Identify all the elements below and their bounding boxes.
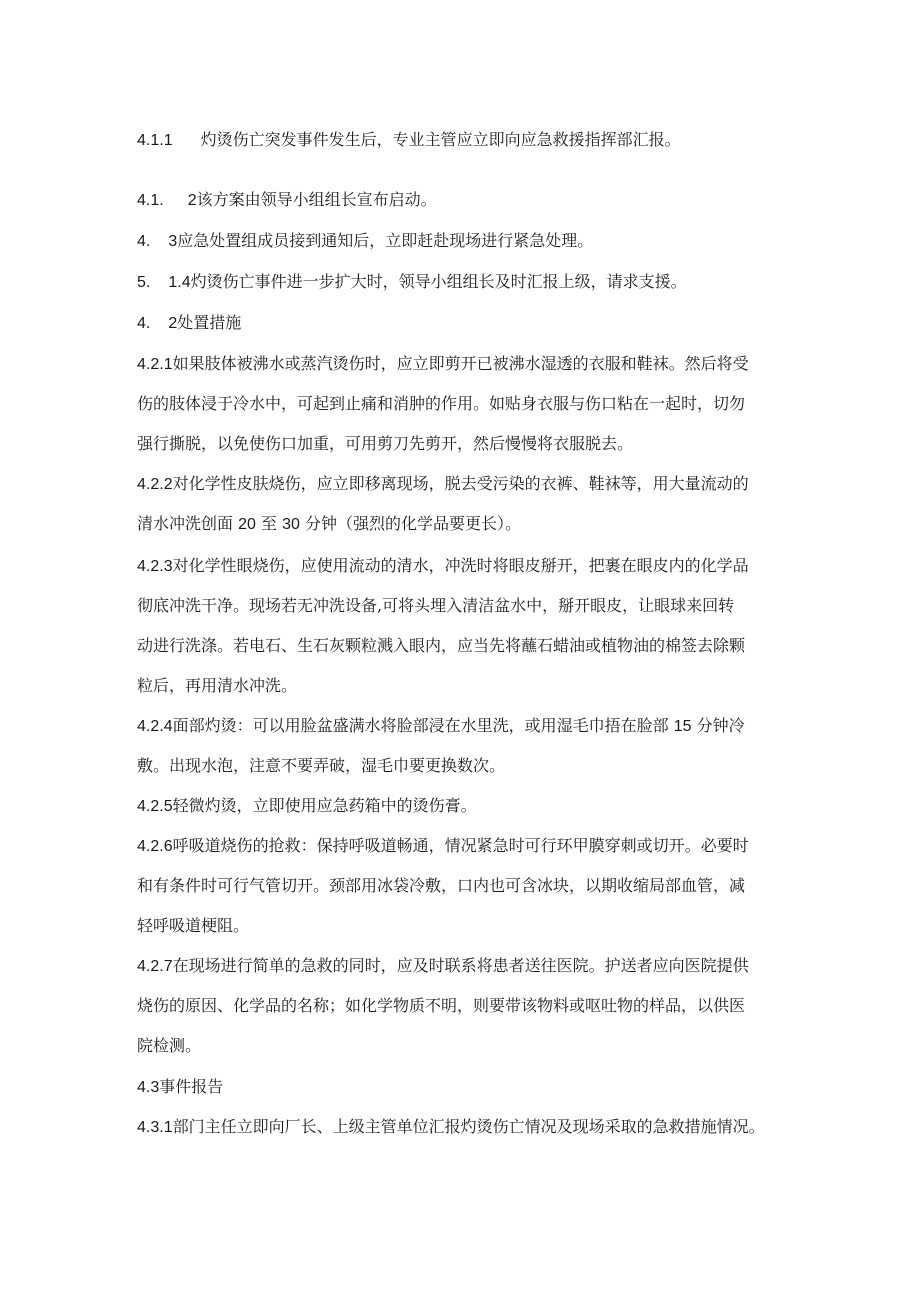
para-4-2-1-line-1 bbox=[137, 354, 749, 375]
para-text: 如果肢体被沸水或蒸汽烫伤时，应立即剪开已被沸水湿透的衣服和鞋袜。然后将受 bbox=[172, 354, 749, 373]
para-4-2-1-line-3 bbox=[137, 434, 633, 454]
item-text: 灼烫伤亡事件进一步扩大时，领导小组组长及时汇报上级，请求支援。 bbox=[190, 272, 687, 291]
para-text: 动进行洗涤。若电石、生石灰颗粒溅入眼内，应当先将蘸石蜡油或植物油的棉签去除颗 bbox=[137, 636, 746, 655]
para-text: 烧伤的原因、化学品的名称；如化学物质不明，则要带该物料或呕吐物的样品，以供医 bbox=[137, 996, 746, 1015]
item-number: 4.2.7 bbox=[137, 958, 173, 975]
item-number: 4.2.1 bbox=[137, 356, 173, 373]
para-text: 粒后，再用清水冲洗。 bbox=[137, 676, 298, 695]
para-4-2-2-line-1 bbox=[137, 474, 749, 495]
para-text: 伤的肢体浸于冷水中，可起到止痛和消肿的作用。如贴身衣服与伤口粘在一起时，切勿 bbox=[137, 394, 746, 413]
para-4-2-6-line-1 bbox=[137, 836, 749, 857]
para-text: 呼吸道烧伤的抢救：保持呼吸道畅通，情况紧急时可行环甲膜穿刺或切开。必要时 bbox=[172, 836, 749, 855]
para-4-2-1-line-2 bbox=[137, 394, 745, 414]
item-number: 4.2.5 bbox=[137, 798, 173, 815]
para-text: 和有条件时可行气管切开。颈部用冰袋冷敷，口内也可含冰块，以期收缩局部血管，减 bbox=[137, 876, 746, 895]
item-4-3 bbox=[137, 231, 593, 252]
item-5-1-4 bbox=[137, 272, 687, 293]
item-number: 5. bbox=[137, 274, 151, 291]
item-number: 4.1. bbox=[137, 192, 164, 209]
para-4-2-7-line-3 bbox=[137, 1036, 201, 1056]
duration-max: 30 bbox=[282, 516, 300, 533]
item-number: 4.3.1 bbox=[137, 1119, 173, 1136]
para-text: 强行撕脱，以免使伤口加重，可用剪刀先剪开，然后慢慢将衣服脱去。 bbox=[137, 434, 634, 453]
para-text: 轻微灼烫，立即使用应急药箱中的烫伤膏。 bbox=[172, 796, 477, 815]
item-4-1-1 bbox=[137, 130, 681, 151]
para-4-2-6-line-3 bbox=[137, 916, 249, 936]
item-number-suffix: 2 bbox=[187, 192, 197, 209]
para-text: 对化学性皮肤烧伤，应立即移离现场，脱去受污染的衣裤、鞋袜等，用大量流动的 bbox=[172, 474, 749, 493]
item-number: 4.3 bbox=[137, 1079, 160, 1096]
para-4-3-1-line-1 bbox=[137, 1117, 765, 1138]
para-4-2-2-line-2 bbox=[137, 514, 521, 535]
para-text: 彻底冲洗干净。现场若无冲洗设备,可将头埋入清洁盆水中，掰开眼皮，让眼球来回转 bbox=[137, 596, 735, 615]
para-text: 分钟（强烈的化学品要更长）。 bbox=[305, 514, 522, 533]
para-text: 对化学性眼烧伤，应使用流动的清水，冲洗时将眼皮掰开，把裹在眼皮内的化学品 bbox=[172, 556, 749, 575]
para-4-2-5-line-1 bbox=[137, 796, 477, 817]
item-number: 4.2.4 bbox=[137, 718, 173, 735]
item-number: 4.2.3 bbox=[137, 558, 173, 575]
para-text: 部门主任立即向厂长、上级主管单位汇报灼烫伤亡情况及现场采取的急救措施情况。 bbox=[172, 1117, 765, 1136]
duration-value: 15 bbox=[673, 718, 692, 735]
para-4-2-4-line-2 bbox=[137, 756, 505, 776]
item-number: 4.2.6 bbox=[137, 838, 173, 855]
para-text: 在现场进行简单的急救的同时，应及时联系将患者送往医院。护送者应向医院提供 bbox=[172, 956, 749, 975]
para-4-2-3-line-1 bbox=[137, 556, 749, 577]
para-text: 面部灼烫：可以用脸盆盛满水将脸部浸在水里洗，或用湿毛巾捂在脸部 bbox=[172, 716, 669, 735]
para-4-2-6-line-2 bbox=[137, 876, 745, 896]
item-number: 4.2.2 bbox=[137, 476, 173, 493]
item-text: 灼烫伤亡突发事件发生后，专业主管应立即向应急救援指挥部汇报。 bbox=[200, 130, 681, 149]
para-4-2-4-line-1 bbox=[137, 716, 745, 737]
item-number-suffix: 3 bbox=[168, 233, 178, 250]
para-4-2-3-line-4 bbox=[137, 676, 297, 696]
item-number: 4.1.1 bbox=[137, 132, 173, 149]
item-number-suffix: 2 bbox=[168, 315, 178, 332]
item-number: 4. bbox=[137, 315, 151, 332]
para-4-2-7-line-2 bbox=[137, 996, 745, 1016]
para-4-2-7-line-1 bbox=[137, 956, 749, 977]
item-text: 该方案由领导小组组长宣布启动。 bbox=[196, 190, 437, 209]
heading-4-2 bbox=[137, 313, 241, 334]
para-text: 敷。出现水泡，注意不要弄破，湿毛巾要更换数次。 bbox=[137, 756, 506, 775]
duration-min: 20 bbox=[238, 516, 256, 533]
heading-4-3 bbox=[137, 1077, 223, 1098]
para-text: 轻呼吸道梗阻。 bbox=[137, 916, 250, 935]
para-text: 分钟冷 bbox=[696, 716, 745, 735]
para-text: 院检测。 bbox=[137, 1036, 202, 1055]
item-text: 应急处置组成员接到通知后，立即赶赴现场进行紧急处理。 bbox=[177, 231, 594, 250]
item-number-suffix: 1.4 bbox=[168, 274, 191, 291]
para-text: 清水冲洗创面 bbox=[137, 514, 234, 533]
heading-text: 事件报告 bbox=[159, 1077, 224, 1096]
para-4-2-3-line-3 bbox=[137, 636, 745, 656]
heading-text: 处置措施 bbox=[177, 313, 242, 332]
item-4-1-2 bbox=[137, 190, 437, 211]
para-4-2-3-line-2 bbox=[137, 596, 734, 616]
item-number: 4. bbox=[137, 233, 151, 250]
para-text: 至 bbox=[261, 514, 278, 533]
